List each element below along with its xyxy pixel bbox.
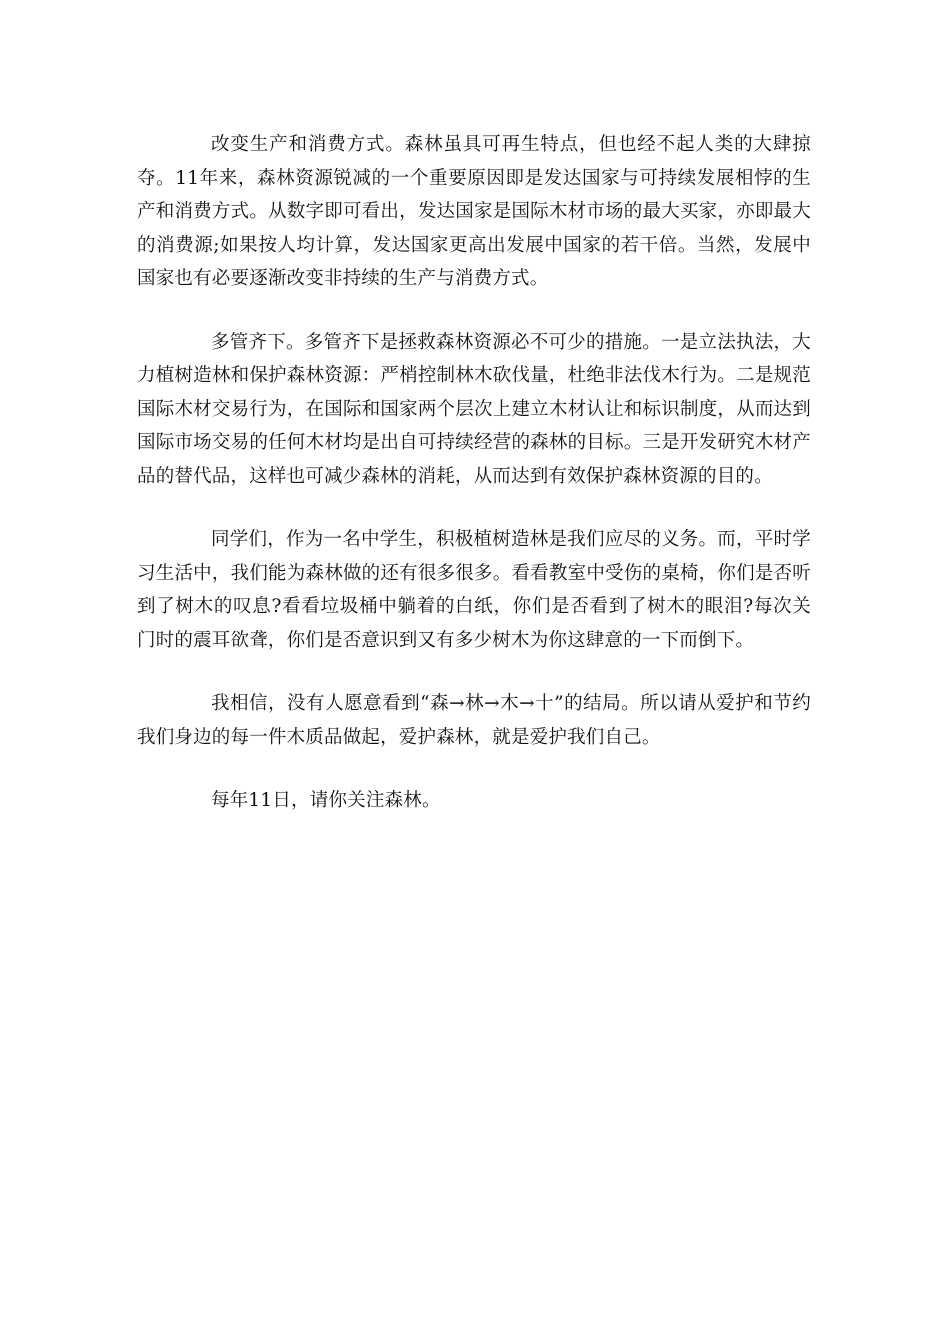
paragraph-change-consumption: 改变生产和消费方式。森林虽具可再生特点，但也经不起人类的大肆掠夺。11年来，森林资源锐减的一个重要原因即是发达国家与可持续发展相悖的生产和消费方式。从数字即可看出，发达国家是国际木材市场的最大买家，亦即最大的消费源;如果按人均计算，发达国家更高出发展中国家的若干倍。当然，发展中国家也有必要逐渐改变非持续的生产与消费方式。 (137, 134, 811, 289)
paragraph-students-duty: 同学们，作为一名中学生，积极植树造林是我们应尽的义务。而，平时学习生活中，我们能为森林做的还有很多很多。看看教室中受伤的桌椅，你们是否听到了树木的叹息?看看垃圾桶中躺着的白纸，你们是否看到了树木的眼泪?每次关门时的震耳欲聋，你们是否意识到又有多少树木为你这肆意的一下而倒下。 (137, 529, 811, 651)
paragraph-closing: 每年11日，请你关注森林。 (211, 790, 441, 811)
paragraph-cherish-wood: 我相信，没有人愿意看到“森→林→木→十”的结局。所以请从爱护和节约我们身边的每一件木质品做起，爱护森林，就是爱护我们自己。 (137, 693, 811, 748)
paragraph-multiple-measures: 多管齐下。多管齐下是拯救森林资源必不可少的措施。一是立法执法，大力植树造林和保护森林资源：严梢控制林木砍伐量，杜绝非法伐木行为。二是规范国际木材交易行为，在国际和国家两个层次上建立木材认让和标识制度，从而达到国际市场交易的任何木材均是出自可持续经营的森林的目标。三是开发研究木材产品的替代品，这样也可减少森林的消耗，从而达到有效保护森林资源的目的。 (137, 331, 811, 487)
document-body (137, 128, 811, 848)
